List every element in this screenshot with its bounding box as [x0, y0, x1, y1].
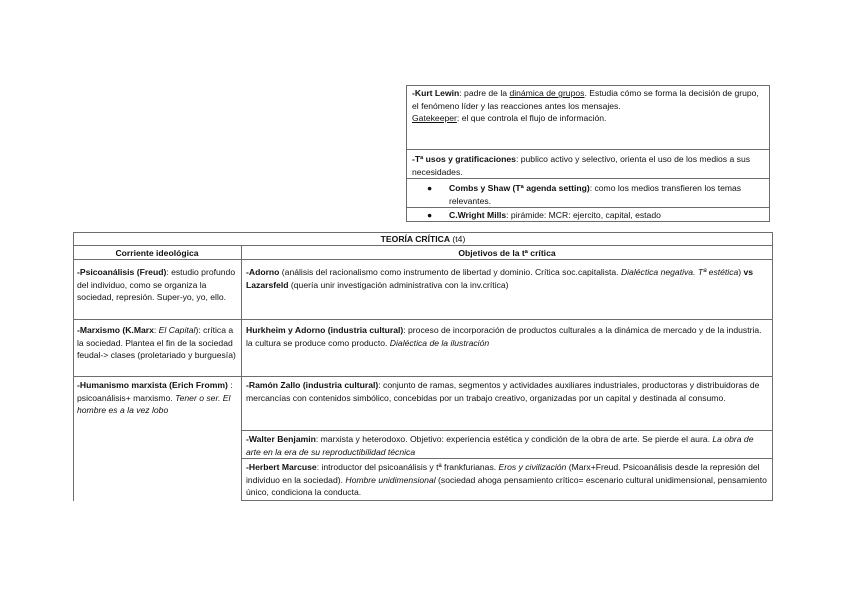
kurt-lewin-author: -Kurt Lewin	[412, 88, 460, 98]
cell-italic: Dialéctica negativa. Tª estética	[620, 267, 739, 277]
cell-bold: -Walter Benjamin	[246, 434, 316, 444]
table-cell-benjamin	[246, 433, 768, 458]
table-cell-zallo	[246, 379, 768, 404]
cell-text: : conjunto de ramas, segmentos y actividades auxiliares industriales, productoras y distribuidoras de mercancías con contenidos simbólico, concebidas por un trabajo creativo, organizadas por un capital y destinada al consumo.	[246, 380, 760, 403]
bullet-icon: ●	[427, 210, 433, 220]
table-border	[73, 376, 773, 377]
table-border	[241, 430, 773, 431]
wright-mills-text: : pirámide: MCR: ejercito, capital, estado	[506, 210, 661, 220]
combs-shaw-term: Combs y Shaw (Tª agenda setting)	[449, 183, 590, 193]
cell-bold: -Humanismo marxista (Erich Fromm)	[77, 380, 228, 390]
table-cell-hurkheim-adorno	[246, 324, 768, 349]
cell-text: : psicoanálisis+ marxismo.	[77, 380, 233, 403]
table-border	[772, 232, 773, 501]
column-header-corriente	[73, 247, 241, 259]
table-cell-marcuse	[246, 461, 768, 499]
cell-text: : estudio profundo del individuo, como se organiza la sociedad, represión. Super-yo, yo, ello.	[77, 267, 236, 303]
cell-italic: La obra de arte en la era de su reproductibilidad técnica	[246, 434, 754, 457]
cell-italic: Tener o ser. El hombre es a la vez lobo	[77, 392, 231, 416]
gatekeeper-term: Gatekeeper	[412, 113, 457, 124]
column-header-label: Objetivos de la tª crítica	[458, 248, 556, 258]
cell-text: : proceso de incorporación de productos culturales a la dinámica de mercado y de la industria. la cultura se produce como producto.	[246, 325, 762, 348]
table-cell-psicoanalisis	[77, 266, 237, 304]
combs-shaw-text: : como los medios transfieren los temas relevantes.	[449, 183, 742, 206]
usos-gratificaciones-note	[412, 153, 767, 178]
cell-bold: -Psicoanálisis (Freud)	[77, 267, 167, 277]
table-border	[73, 245, 773, 246]
column-header-objetivos	[242, 247, 772, 259]
cell-italic: Eros y civilización	[498, 462, 567, 472]
table-title-bold: TEORÍA CRÍTICA	[380, 234, 451, 244]
cell-bold: -Marxismo (K.Marx	[77, 325, 154, 335]
cell-text: (Marx+Freud. Psicoanálisis desde la represión del individuo en la sociedad).	[246, 462, 760, 485]
table-cell-marxismo	[77, 324, 237, 362]
gatekeeper-definition: : el que controla el flujo de información.	[456, 113, 607, 124]
table-cell-humanismo	[77, 379, 237, 417]
cell-text: )	[738, 267, 744, 277]
kurt-lewin-text-2: . Estudia cómo se forma la decisión de grupo, el fenómeno líder y las reacciones antes los mensajes.	[412, 88, 759, 111]
cell-italic: Hombre unidimensional	[345, 474, 436, 485]
table-cell-adorno	[246, 266, 768, 291]
table-border	[73, 232, 74, 501]
usos-gratificaciones-definition: : publico activo y selectivo, orienta el uso de los medios a sus necesidades.	[412, 154, 751, 177]
bullet-icon: ●	[427, 183, 433, 193]
table-border	[73, 319, 773, 320]
wright-mills-term: C.Wright Mills	[449, 210, 507, 220]
cell-text: ): crítica a la sociedad. Plantea el fin de la sociedad feudal-> clases (proletariado y burguesía)	[77, 325, 236, 361]
cell-text: (sociedad ahoga pensamiento crítico= escenario cultural unidimensional, pensamiento único, condiciona la conducta.	[246, 474, 767, 498]
cell-text: : introductor del psicoanálisis y tª frankfurianas.	[316, 462, 499, 472]
cell-italic: El Capital	[158, 325, 196, 335]
cell-bold: vs Lazarsfeld	[246, 267, 754, 290]
table-title	[73, 233, 773, 245]
cell-text: :	[153, 325, 159, 335]
table-border	[241, 245, 242, 501]
usos-gratificaciones-term: -Tª usos y gratificaciones	[412, 154, 516, 164]
table-border	[73, 259, 773, 260]
cell-italic: Dialéctica de la ilustración	[389, 337, 490, 348]
cell-bold: -Herbert Marcuse	[246, 462, 317, 472]
kurt-lewin-text-1: : padre de la	[459, 88, 510, 98]
teoria-critica-table	[73, 232, 773, 501]
cell-text: (análisis del racionalismo como instrumento de libertad y dominio. Crítica soc.capitalista.	[279, 267, 621, 277]
cell-bold: -Adorno	[246, 267, 280, 277]
column-header-label: Corriente ideológica	[115, 248, 199, 258]
table-border	[241, 500, 773, 501]
top-box-divider	[407, 149, 769, 150]
top-box-divider	[407, 207, 769, 208]
cell-bold: -Ramón Zallo (industria cultural)	[246, 380, 379, 390]
cell-text: (quería unir investigación administrativa con la inv.crítica)	[288, 279, 509, 290]
top-box-divider	[407, 178, 769, 179]
cell-bold: Hurkheim y Adorno (industria cultural)	[246, 325, 404, 335]
table-title-rest: (t4)	[450, 234, 466, 244]
dinamica-grupos-term: dinámica de grupos	[509, 88, 585, 98]
top-notes-box	[406, 85, 770, 222]
cell-text: : marxista y heterodoxo. Objetivo: experiencia estética y condición de la obra de arte. Se pierde el aura.	[315, 434, 713, 444]
kurt-lewin-note	[412, 87, 762, 125]
